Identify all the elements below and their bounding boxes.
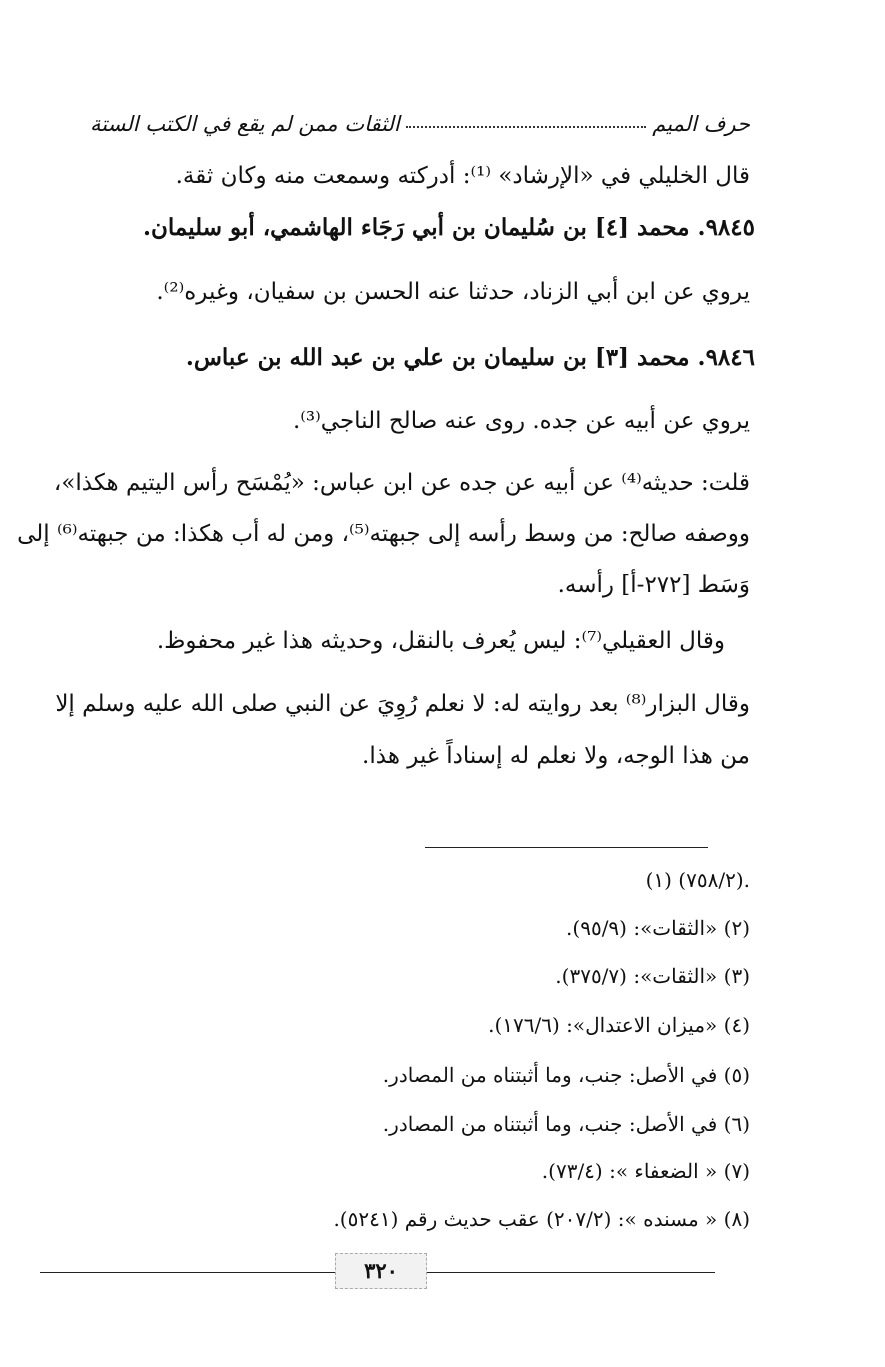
header-dotted-leader	[406, 126, 647, 128]
footnote-separator	[425, 847, 708, 848]
body-line-8: وَسَط [٢٧٢-أ] رأسه.	[557, 572, 750, 598]
body-line-9: وقال العقيلي⁽⁷⁾: ليس يُعرف بالنقل، وحديثه هذا غير محفوظ.	[156, 628, 725, 654]
body-line-3: يروي عن ابن أبي الزناد، حدثنا عنه الحسن بن سفيان، وغيره⁽²⁾.	[156, 279, 750, 305]
body-line-10: وقال البزار⁽⁸⁾ بعد روايته له: لا نعلم رُوِيَ عن النبي صلى الله عليه وسلم إلا	[55, 691, 750, 717]
body-line-11: من هذا الوجه، ولا نعلم له إسناداً غير هذا.	[362, 743, 750, 769]
body-line-6: قلت: حديثه⁽⁴⁾ عن أبيه عن جده عن ابن عباس: «يُمْسَح رأس اليتيم هكذا»،	[53, 470, 750, 496]
footnote-2: (٢) «الثقات»: (٩٥/٩).	[566, 916, 750, 940]
footnote-3: (٣) «الثقات»: (٣٧٥/٧).	[555, 964, 750, 988]
body-line-5: يروي عن أبيه عن جده. روى عنه صالح الناجي⁽³⁾.	[292, 408, 750, 434]
entry-heading-9845: ٩٨٤٥. محمد [٤] بن سُليمان بن أبي رَجَاء الهاشمي، أبو سليمان.	[143, 214, 755, 241]
entry-heading-9846: ٩٨٤٦. محمد [٣] بن سليمان بن علي بن عبد الله بن عباس.	[185, 344, 755, 371]
page-number: ٣٢٠	[335, 1253, 427, 1289]
footnote-8: (٨) « مسنده »: (٢٠٧/٢) عقب حديث رقم (٥٢٤١).	[333, 1207, 750, 1231]
running-header	[90, 96, 750, 136]
footnote-1: (١) (٧٥٨/٢).	[645, 868, 750, 892]
footnote-5: (٥) في الأصل: جنب، وما أثبتناه من المصادر.	[382, 1063, 750, 1087]
footnote-7: (٧) « الضعفاء »: (٧٣/٤).	[541, 1159, 750, 1183]
footnote-6: (٦) في الأصل: جنب، وما أثبتناه من المصادر.	[382, 1112, 750, 1136]
footnote-4: (٤) «ميزان الاعتدال»: (١٧٦/٦).	[488, 1013, 750, 1037]
body-line-7: ووصفه صالح: من وسط رأسه إلى جبهته⁽⁵⁾، ومن له أب هكذا: من جبهته⁽⁶⁾ إلى	[17, 521, 750, 547]
header-book-title: الثقات ممن لم يقع في الكتب الستة	[90, 112, 400, 136]
body-line-1: قال الخليلي في «الإرشاد» ⁽¹⁾: أدركته وسمعت منه وكان ثقة.	[175, 163, 750, 189]
header-chapter: حرف الميم	[652, 112, 750, 136]
